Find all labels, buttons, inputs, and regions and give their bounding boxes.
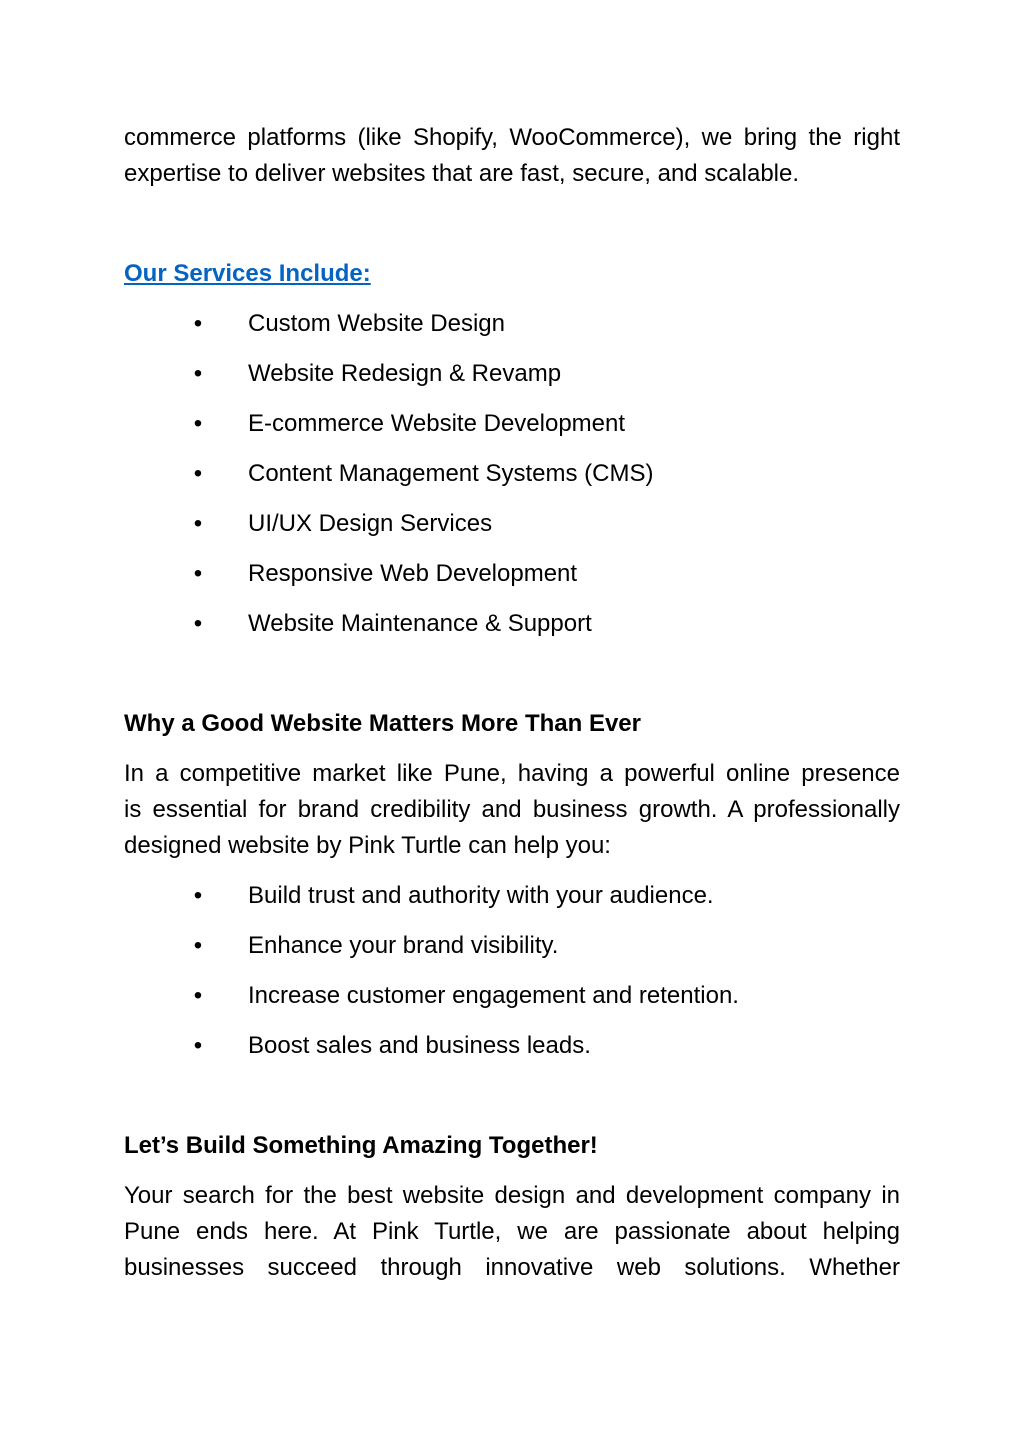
list-item (124, 1028, 900, 1064)
list-item-text: Enhance your brand visibility. (248, 932, 559, 959)
list-item-text: Website Redesign & Revamp (248, 360, 562, 387)
bullet-icon: • (193, 882, 203, 909)
list-item (124, 406, 900, 442)
spacer (124, 642, 900, 706)
list-item (124, 356, 900, 392)
list-item-text: Website Maintenance & Support (248, 610, 592, 637)
benefits-list (124, 878, 900, 1064)
document-page (124, 120, 900, 1286)
list-item-text: Content Management Systems (CMS) (248, 460, 654, 487)
intro-line-2: expertise to deliver websites that are fast, secure, and scalable. (124, 160, 800, 187)
list-item (124, 456, 900, 492)
spacer (124, 1064, 900, 1128)
bullet-icon: • (193, 460, 203, 487)
bullet-icon: • (193, 1032, 203, 1059)
list-item (124, 928, 900, 964)
build-line-3: businesses succeed through innovative web solutions. Whether (124, 1254, 900, 1281)
list-item-text: Custom Website Design (248, 310, 505, 337)
why-line-2: is essential for brand credibility and business growth. A professionally (124, 796, 900, 823)
list-item-text: UI/UX Design Services (248, 510, 493, 537)
intro-line-1: commerce platforms (like Shopify, WooCommerce), we bring the right (124, 124, 900, 151)
why-paragraph (124, 756, 900, 864)
list-item (124, 306, 900, 342)
bullet-icon: • (193, 560, 203, 587)
list-item (124, 506, 900, 542)
list-item (124, 878, 900, 914)
list-item (124, 556, 900, 592)
bullet-icon: • (193, 982, 203, 1009)
list-item-text: Boost sales and business leads. (248, 1032, 591, 1059)
why-line-3: designed website by Pink Turtle can help you: (124, 832, 611, 859)
bullet-icon: • (193, 410, 203, 437)
bullet-icon: • (193, 510, 203, 537)
bullet-icon: • (193, 932, 203, 959)
build-paragraph (124, 1178, 900, 1286)
why-line-1: In a competitive market like Pune, having a powerful online presence (124, 760, 900, 787)
list-item (124, 978, 900, 1014)
spacer (124, 192, 900, 256)
bullet-icon: • (193, 610, 203, 637)
services-heading-link[interactable]: Our Services Include: (124, 260, 371, 287)
list-item-text: Increase customer engagement and retention. (248, 982, 739, 1009)
build-line-2: Pune ends here. At Pink Turtle, we are passionate about helping (124, 1218, 900, 1245)
bullet-icon: • (193, 310, 203, 337)
why-heading: Why a Good Website Matters More Than Ever (124, 710, 641, 737)
list-item-text: E-commerce Website Development (248, 410, 626, 437)
bullet-icon: • (193, 360, 203, 387)
list-item-text: Build trust and authority with your audience. (248, 882, 714, 909)
services-list (124, 306, 900, 642)
list-item-text: Responsive Web Development (248, 560, 578, 587)
build-line-1: Your search for the best website design and development company in (124, 1182, 900, 1209)
build-heading: Let’s Build Something Amazing Together! (124, 1132, 598, 1159)
list-item (124, 606, 900, 642)
